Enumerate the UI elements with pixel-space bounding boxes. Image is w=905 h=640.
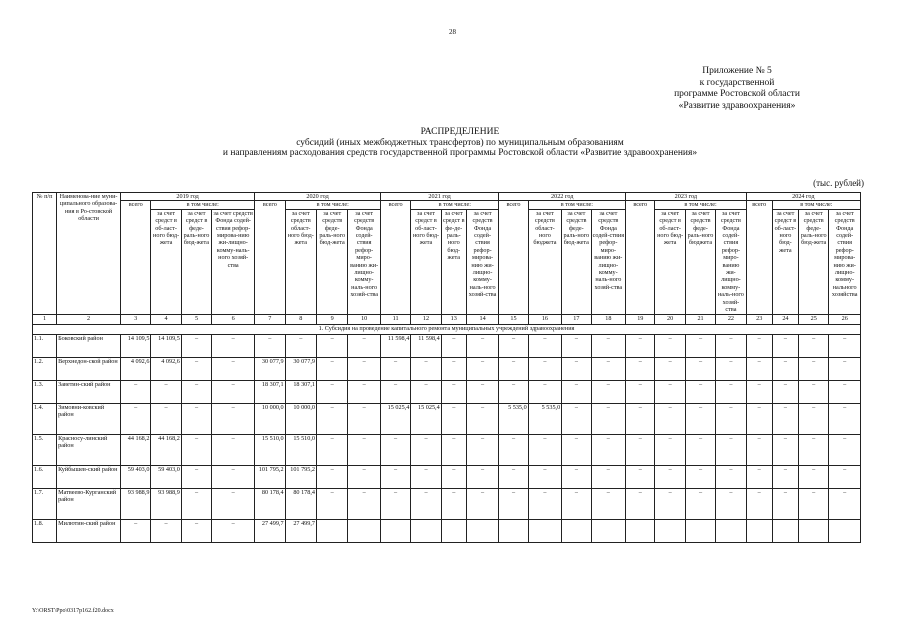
table-cell: – [562,380,591,403]
column-number: 21 [685,314,715,324]
header-including: в том числе: [285,201,380,209]
title-heading: РАСПРЕДЕЛЕНИЕ [420,127,500,137]
table-cell: 27 499,7 [255,519,285,542]
table-cell: 44 168,2 [121,434,151,465]
district-name: Куйбышев-ский район [57,465,121,488]
table-cell [380,519,410,542]
row-index: 1.2. [33,357,57,380]
table-cell: – [685,357,715,380]
table-cell: – [716,357,746,380]
table-row [33,465,861,488]
header-row-sources [33,209,861,314]
table-cell: – [316,334,347,357]
table-row [33,434,861,465]
column-number: 13 [441,314,466,324]
table-cell: – [562,434,591,465]
table-cell: 15 510,0 [285,434,316,465]
column-number: 3 [121,314,151,324]
table-cell: – [591,380,626,403]
header-funding-source: за счет средств феде-раль-ного бюд-жета [316,209,347,314]
header-including: в том числе: [528,201,625,209]
column-number: 25 [799,314,829,324]
table-cell: – [562,488,591,519]
table-cell: – [655,357,685,380]
table-cell: – [772,403,798,434]
table-row [33,334,861,357]
table-cell [316,519,347,542]
header-including: в том числе: [151,201,255,209]
table-cell: 5 535,0 [528,403,562,434]
table-cell: – [626,488,655,519]
table-cell: – [380,357,410,380]
table-cell [799,519,829,542]
header-funding-source: за счет средств Фонда содей-ствия рефор-миро-ванию жи-лищно-комму-наль-ного хозяй-ства [716,209,746,314]
header-name: Наименова-ние муни-ципального образова-ния в Ро-стовской области [57,193,121,315]
page-number: 28 [449,28,456,36]
table-cell: 4 092,6 [151,357,181,380]
table-cell: – [499,488,528,519]
table-cell: – [181,465,211,488]
header-total: всего [121,201,151,314]
appendix-note [637,66,837,112]
table-cell: – [562,403,591,434]
table-cell: – [181,334,211,357]
column-number-row [33,314,861,324]
table-cell: – [441,334,466,357]
header-funding-source: за счет средст в об-ласт-ного бюд-жета [411,209,441,314]
appendix-line: программе Ростовской области [674,89,800,99]
column-number: 9 [316,314,347,324]
table-cell: 11 598,4 [411,334,441,357]
column-number: 5 [181,314,211,324]
table-cell: – [466,465,498,488]
table-cell: – [591,357,626,380]
column-number: 8 [285,314,316,324]
header-funding-source: за счет средств Фонда содей-ствия рефор-миро-ванию жи-лищно-комму-наль-ного хозяй-ства [348,209,380,314]
table-cell: – [441,465,466,488]
header-year: 2019 год [121,193,255,201]
table-cell: – [528,465,562,488]
table-cell: – [212,334,255,357]
table-row [33,403,861,434]
row-index: 1.4. [33,403,57,434]
table-cell: – [316,380,347,403]
table-cell [746,519,772,542]
table-cell: – [746,403,772,434]
table-cell: – [829,357,861,380]
column-number: 11 [380,314,410,324]
column-number: 1 [33,314,57,324]
header-funding-source: за счет средств Фонда содей-ствия рефор-мирова-нию жи-лищно-комму-нального хозяйства [829,209,861,314]
table-cell [716,519,746,542]
table-cell: – [212,465,255,488]
header-total: всего [255,201,285,314]
header-funding-source: за счет средств феде-раль-ного бюд-жета [799,209,829,314]
table-cell: – [411,434,441,465]
table-cell: 93 988,9 [121,488,151,519]
table-cell: – [799,488,829,519]
table-cell: 15 510,0 [255,434,285,465]
table-cell: 15 025,4 [411,403,441,434]
table-cell: – [528,334,562,357]
table-cell: – [499,434,528,465]
table-cell: – [591,403,626,434]
table-cell: – [316,465,347,488]
column-number: 19 [626,314,655,324]
table-cell: – [181,357,211,380]
table-cell: – [655,465,685,488]
table-cell [591,519,626,542]
table-cell: – [181,434,211,465]
table-cell: – [499,380,528,403]
table-cell: – [181,403,211,434]
table-cell: – [746,434,772,465]
row-index: 1.5. [33,434,57,465]
table-cell [441,519,466,542]
table-cell: – [151,380,181,403]
table-cell: – [685,334,715,357]
column-number: 7 [255,314,285,324]
appendix-line: Приложение № 5 [702,66,772,76]
units-label: (тыс. рублей) [813,178,864,188]
district-name: Матвеево-Курганский район [57,488,121,519]
district-name: Зимовни-ковский район [57,403,121,434]
title-line: и направлениям расходования средств государственной программы Ростовской области «Развитие здравоохранения» [222,148,698,158]
header-including: в том числе: [655,201,746,209]
header-funding-source: за счет средств област-ного бюджета [528,209,562,314]
table-cell: 59 403,0 [121,465,151,488]
table-cell [562,519,591,542]
table-cell: – [255,334,285,357]
table-cell: – [528,488,562,519]
district-name: Верхнедон-ской район [57,357,121,380]
table-row [33,380,861,403]
section-title: 1. Субсидия на проведение капитального ремонта муниципальных учреждений здравоохранения [33,324,861,334]
table-cell: – [562,465,591,488]
table-cell: – [316,357,347,380]
header-funding-source: за счет средств Фонда содей-ствия рефор-мирова-нию жи-лищно-комму-наль-ного хозяй-ства [466,209,498,314]
table-cell: 18 307,1 [285,380,316,403]
table-cell: – [716,380,746,403]
header-funding-source: за счет средст в об-ласт-ного бюд-жета [655,209,685,314]
table-cell: 10 000,0 [285,403,316,434]
table-cell: 30 077,9 [285,357,316,380]
column-number: 17 [562,314,591,324]
header-year: 2024 год [746,193,860,201]
table-cell: – [528,357,562,380]
table-row [33,519,861,542]
table-cell: 93 988,9 [151,488,181,519]
table-cell [772,519,798,542]
table-cell: – [626,434,655,465]
table-cell: – [528,380,562,403]
table-cell: – [466,434,498,465]
table-cell: – [626,380,655,403]
table-cell: – [348,465,380,488]
table-cell: – [562,334,591,357]
table-cell: – [591,434,626,465]
table-cell: – [655,380,685,403]
table-cell: – [799,465,829,488]
header-year: 2021 год [380,193,498,201]
column-number: 12 [411,314,441,324]
column-number: 4 [151,314,181,324]
table-cell: – [829,465,861,488]
table-cell: 101 795,2 [285,465,316,488]
table-cell: – [441,380,466,403]
table-cell: 14 109,5 [121,334,151,357]
table-cell: – [441,403,466,434]
table-cell: – [151,519,181,542]
district-name: Милютин-ский район [57,519,121,542]
header-funding-source: за счет средств Фонда содей-ствия рефор-миро-ванию жи-лищно-комму-наль-ного хозяй-ства [591,209,626,314]
table-cell: – [411,357,441,380]
column-number: 6 [212,314,255,324]
district-name: Красносу-линский район [57,434,121,465]
table-cell: – [685,434,715,465]
table-cell: – [746,465,772,488]
table-cell: – [499,334,528,357]
column-number: 18 [591,314,626,324]
header-num: № п/п [33,193,57,315]
table-cell: – [685,403,715,434]
row-index: 1.1. [33,334,57,357]
header-total: всего [746,201,772,314]
table-cell: – [626,334,655,357]
table-cell: – [799,434,829,465]
file-path-footer: Y:\ORST\Ppo\0317p162.f20.docx [32,608,114,614]
table-cell: – [591,334,626,357]
table-cell: – [411,465,441,488]
table-cell [829,519,861,542]
table-cell: – [746,488,772,519]
table-cell: – [316,403,347,434]
column-number: 14 [466,314,498,324]
table-cell: – [799,380,829,403]
table-cell: – [829,488,861,519]
table-cell: – [212,403,255,434]
title-line: субсидий (иных межбюджетных трансфертов) по муниципальным образованиям [296,137,624,148]
table-cell: 10 000,0 [255,403,285,434]
district-name: Боковский район [57,334,121,357]
table-cell: 15 025,4 [380,403,410,434]
table-cell: – [181,488,211,519]
appendix-line: к государственной [699,77,775,88]
table-cell: – [746,380,772,403]
table-cell: – [685,465,715,488]
table-cell: 80 178,4 [285,488,316,519]
header-funding-source: за счет средств феде-раль-ного бюд-жета [562,209,591,314]
table-cell: – [499,465,528,488]
table-cell: – [716,434,746,465]
column-number: 15 [499,314,528,324]
table-cell [528,519,562,542]
column-number: 22 [716,314,746,324]
header-row-totals [33,201,861,209]
table-cell: – [212,519,255,542]
column-number: 24 [772,314,798,324]
table-cell: – [716,334,746,357]
table-cell: – [348,403,380,434]
table-cell: – [746,357,772,380]
table-cell [499,519,528,542]
table-cell: 59 403,0 [151,465,181,488]
table-cell: – [772,465,798,488]
table-cell: 4 092,6 [121,357,151,380]
table-cell: 11 598,4 [380,334,410,357]
table-cell: – [466,334,498,357]
table-cell: – [121,403,151,434]
table-cell: – [829,380,861,403]
table-cell: 101 795,2 [255,465,285,488]
document-title [120,127,800,159]
table-cell: – [411,488,441,519]
table-cell: – [685,488,715,519]
table-cell: – [799,403,829,434]
table-cell: – [591,465,626,488]
table-cell: – [181,380,211,403]
table-cell: – [772,434,798,465]
table-cell: – [772,488,798,519]
table-cell: – [212,434,255,465]
table-cell: 30 077,9 [255,357,285,380]
table-cell: – [380,380,410,403]
table-row [33,488,861,519]
table-cell: – [716,403,746,434]
table-cell: – [411,380,441,403]
district-name: Заветин-ский район [57,380,121,403]
table-cell: – [772,380,798,403]
table-cell: 27 499,7 [285,519,316,542]
table-row [33,357,861,380]
header-funding-source: за счет средст в феде-раль-ного бюд-жета [181,209,211,314]
distribution-table [32,192,861,543]
header-year: 2023 год [626,193,747,201]
table-cell: 5 535,0 [499,403,528,434]
table-cell [626,519,655,542]
column-number: 2 [57,314,121,324]
table-cell: – [212,488,255,519]
header-total: всего [626,201,655,314]
table-cell: – [466,403,498,434]
table-cell: – [285,334,316,357]
table-cell: – [316,434,347,465]
table-cell: 18 307,1 [255,380,285,403]
header-year: 2020 год [255,193,381,201]
column-number: 20 [655,314,685,324]
table-cell: – [380,434,410,465]
header-funding-source: за счет средст в фе-де-раль-ного бюд-жета [441,209,466,314]
table-cell: – [499,357,528,380]
table-cell: – [380,488,410,519]
column-number: 16 [528,314,562,324]
table-cell: – [746,334,772,357]
section-row [33,324,861,334]
table-cell [411,519,441,542]
table-cell: – [380,465,410,488]
table-cell: – [348,334,380,357]
table-cell: – [772,334,798,357]
table-cell: – [829,434,861,465]
table-cell: – [441,434,466,465]
table-cell: – [348,380,380,403]
table-cell: – [799,357,829,380]
table-cell: – [772,357,798,380]
table-cell: – [348,434,380,465]
table-cell [685,519,715,542]
header-total: всего [499,201,528,314]
table-cell: – [716,465,746,488]
table-cell: – [655,403,685,434]
table-cell: – [716,488,746,519]
table-cell [348,519,380,542]
table-cell: – [316,488,347,519]
column-number: 26 [829,314,861,324]
row-index: 1.6. [33,465,57,488]
table-cell: – [591,488,626,519]
header-total: всего [380,201,410,314]
table-cell: – [685,380,715,403]
table-cell: – [562,357,591,380]
table-cell: – [655,334,685,357]
table-cell [655,519,685,542]
header-funding-source: за счет средст в об-ласт-ного бюд-жета [151,209,181,314]
table-cell: 14 109,5 [151,334,181,357]
table-cell: 44 168,2 [151,434,181,465]
table-cell [466,519,498,542]
table-cell: – [829,334,861,357]
table-cell: 80 178,4 [255,488,285,519]
table-cell: – [212,357,255,380]
header-funding-source: за счет средств феде-раль-ного бюджета [685,209,715,314]
header-funding-source: за счет средст в об-ласт-ного бюд-жета [772,209,798,314]
table-cell: – [626,403,655,434]
table-cell: – [626,465,655,488]
table-cell: – [528,434,562,465]
table-cell: – [121,380,151,403]
table-cell: – [181,519,211,542]
table-cell: – [466,380,498,403]
table-cell: – [151,403,181,434]
row-index: 1.3. [33,380,57,403]
header-funding-source: за счет средств Фонда содей-ствия рефор-мирова-нию жи-лищно-комму-наль-ного хозяй-ства [212,209,255,314]
header-funding-source: за счет средств област-ного бюд-жета [285,209,316,314]
header-including: в том числе: [411,201,499,209]
header-year: 2022 год [499,193,626,201]
row-index: 1.7. [33,488,57,519]
table-cell: – [655,488,685,519]
table-cell: – [466,357,498,380]
table-cell: – [655,434,685,465]
table-cell: – [626,357,655,380]
table-cell: – [441,357,466,380]
table-cell: – [212,380,255,403]
row-index: 1.8. [33,519,57,542]
column-number: 23 [746,314,772,324]
appendix-line: «Развитие здравоохранения» [678,100,796,111]
table-cell: – [348,488,380,519]
table-cell: – [348,357,380,380]
header-including: в том числе: [772,201,860,209]
column-number: 10 [348,314,380,324]
table-cell: – [441,488,466,519]
table-cell: – [799,334,829,357]
table-cell: – [121,519,151,542]
table-cell: – [829,403,861,434]
header-row-years [33,193,861,201]
table-cell: – [466,488,498,519]
